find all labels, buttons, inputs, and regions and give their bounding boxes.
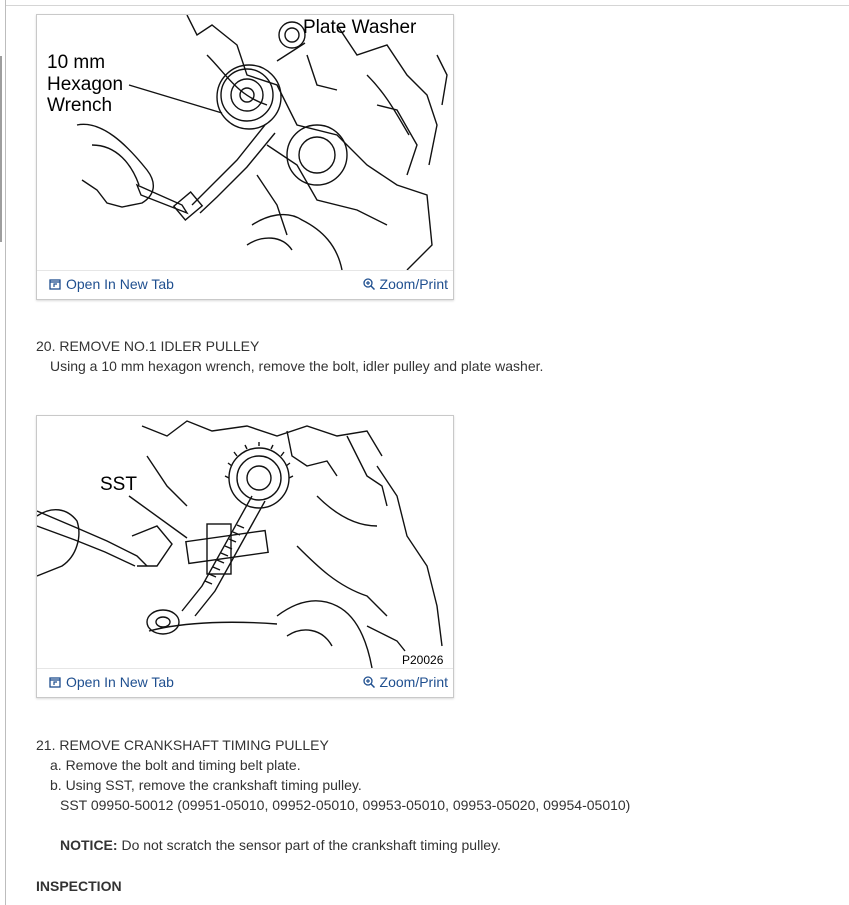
step-21-a: a. Remove the bolt and timing belt plate. xyxy=(50,757,301,773)
notice-text: Do not scratch the sensor part of the crankshaft timing pulley. xyxy=(117,837,501,853)
notice-label: NOTICE: xyxy=(60,837,118,853)
top-border xyxy=(5,5,849,6)
step-20-instruction: Using a 10 mm hexagon wrench, remove the bolt, idler pulley and plate washer. xyxy=(50,358,544,374)
figure-crankshaft-pulley xyxy=(36,415,454,698)
zoom-print-link[interactable] xyxy=(363,674,448,690)
step-21-b: b. Using SST, remove the crankshaft timing pulley. xyxy=(50,777,362,793)
step-21-sst-list: SST 09950-50012 (09951-05010, 09952-05010, 09953-05010, 09953-05020, 09954-05010) xyxy=(60,797,631,813)
figure-toolbar xyxy=(37,270,453,299)
zoom-print-label: Zoom/Print xyxy=(379,276,448,292)
open-in-new-tab-link[interactable] xyxy=(49,674,174,690)
step-21-heading: 21. REMOVE CRANKSHAFT TIMING PULLEY xyxy=(36,737,329,753)
notice xyxy=(60,837,501,853)
inspection-heading: INSPECTION xyxy=(36,878,122,894)
label-hexagon: Hexagon xyxy=(47,74,124,95)
open-in-new-tab-label: Open In New Tab xyxy=(66,674,174,690)
label-10mm: 10 mm xyxy=(47,52,106,73)
open-in-new-tab-link[interactable] xyxy=(49,276,174,292)
figure-code: P20026 xyxy=(402,653,444,667)
scroll-indicator[interactable] xyxy=(0,56,2,242)
left-border xyxy=(5,0,6,905)
zoom-in-icon xyxy=(363,278,375,290)
zoom-print-label: Zoom/Print xyxy=(379,674,448,690)
step-20-heading: 20. REMOVE NO.1 IDLER PULLEY xyxy=(36,338,260,354)
open-in-new-tab-label: Open In New Tab xyxy=(66,276,174,292)
zoom-print-link[interactable] xyxy=(363,276,448,292)
figure-idler-pulley xyxy=(36,14,454,300)
illustration-hexagon-wrench xyxy=(37,15,453,270)
label-plate-washer: Plate Washer xyxy=(303,17,417,38)
figure-toolbar xyxy=(37,668,453,697)
label-wrench: Wrench xyxy=(47,95,113,116)
open-in-new-tab-icon xyxy=(49,278,61,290)
open-in-new-tab-icon xyxy=(49,676,61,688)
illustration-sst-puller xyxy=(37,416,453,668)
label-sst: SST xyxy=(100,474,137,495)
zoom-in-icon xyxy=(363,676,375,688)
